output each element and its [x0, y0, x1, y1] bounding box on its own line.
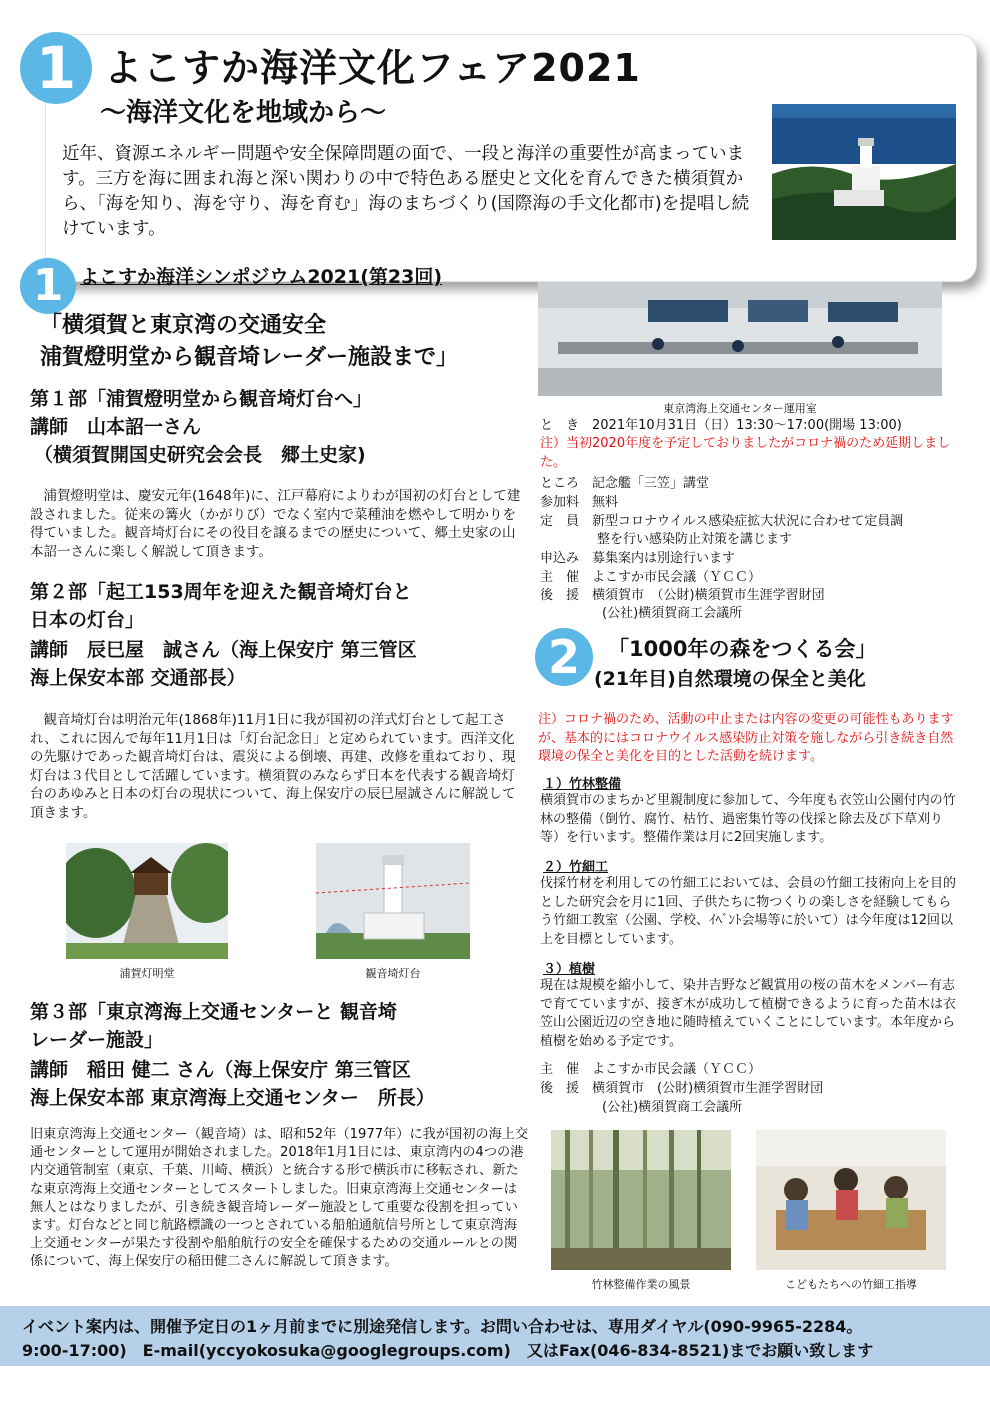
- lighthouse-aerial-photo: [772, 104, 956, 240]
- footer-line: イベント案内は、開催予定日の1ヶ月前までに別途発信します。お問い合わせは、専用ダイヤル(090-9965-2284。: [22, 1317, 863, 1336]
- part2-body: 観音埼灯台は明治元年(1868年)11月1日に我が国初の洋式灯台として起工され、これに因んで毎年11月1日は「灯台記念日」と定められています。西洋文化の先駆けであった観音埼灯台は、震災による倒壊、再建、改修を重ねており、現灯台は３代目として活躍しています。横須賀のみならず日本を代表する観音埼灯台のあゆみと日本の灯台の現状について、海上保安庁の辰巳屋誠さんに解説して頂きます。: [30, 712, 516, 821]
- sec2-note: 注）コロナ禍のため、活動の中止または内容の変更の可能性もありますが、基本的にはコロナウイルス感染防止対策を施しながら引き続き自然環境の保全と美化を目的とした活動を続けます。: [538, 712, 954, 764]
- sec2-organizer: 主 催 よこすか市民会議（ＹＣＣ）: [540, 1062, 762, 1077]
- event-support: (公社)横須賀商工会議所: [602, 606, 743, 621]
- event-support: 後 援 横須賀市 （公財)横須賀市生涯学習財団: [540, 588, 825, 603]
- event-capacity: 定 員 新型コロナウイルス感染症拡大状況に合わせて定員調: [540, 514, 904, 529]
- photo-caption: 浦賀灯明堂: [119, 967, 175, 980]
- traffic-center-photo: [538, 282, 942, 396]
- theme-line: 「横須賀と東京湾の交通安全: [40, 313, 327, 338]
- item-heading: １）竹林整備: [543, 777, 622, 792]
- part3-title: 第３部「東京湾海上交通センターと 観音埼: [30, 1001, 397, 1023]
- part1-title: 第１部「浦賀燈明堂から観音埼灯台へ」: [30, 388, 373, 410]
- page-subtitle: ～海洋文化を地域から～: [100, 98, 387, 128]
- part3-affiliation: 海上保安本部 東京湾海上交通センター 所長）: [30, 1087, 435, 1109]
- uraga-lighthouse-photo: [66, 843, 228, 959]
- item-heading: ３）植樹: [543, 962, 596, 977]
- part2-title: 第２部「起工153周年を迎えた観音埼灯台と: [30, 581, 412, 603]
- photo-caption: 竹林整備作業の風景: [591, 1278, 691, 1291]
- item-body: 伐採竹材を利用しての竹細工においては、会員の竹細工技術向上を目的とした研究会を月に1回、子供たちに物つくりの楽しさを経験してもらう竹細工教室（公園、学校、ｲﾍﾞﾝﾄ会場等に於いて）は今年度は12回以上を目標としています。: [540, 876, 957, 947]
- part2-lecturer: 講師 辰巳屋 誠さん（海上保安庁 第三管区: [30, 639, 417, 661]
- photo-caption: 東京湾海上交通センター運用室: [663, 402, 817, 415]
- photo-caption: こどもたちへの竹細工指導: [785, 1278, 917, 1291]
- section-number-badge: 1: [20, 32, 92, 104]
- event-organizer: 主 催 よこすか市民会議（ＹＣＣ）: [540, 570, 762, 585]
- event-place: ところ 記念艦「三笠」講堂: [540, 476, 710, 491]
- item-heading: ２）竹細工: [543, 860, 609, 875]
- item-body: 現在は規模を縮小して、染井吉野など観賞用の桜の苗木をメンバー有志で育てていますが、接ぎ木が成功して植樹できるように育った苗木は衣笠山公園近辺の空き地に随時植えていくことにしています。本年度から植樹を始める予定です。: [540, 978, 957, 1049]
- part3-body: 旧東京湾海上交通センター（観音埼）は、昭和52年（1977年）に我が国初の海上交通センターとして運用が開始されました。2018年1月1日には、東京湾内の4つの港内交通管制室（東京、千葉、川崎、横浜）と統合する形で横浜市に移転され、新たな東京湾海上交通センターとしてスタートしました。旧東京湾海上交通センターは無人とはなりましたが、引き続き観音埼レーダー施設として重要な役割を担っています。灯台などと同じ航路標識の一つとされている船舶通航信号所として東京湾海上交通センターが果たす役割や船舶航行の安全を確保するための交通ルールとの関係について、海上保安庁の稲田健二さんに解説して頂きます。: [30, 1127, 529, 1270]
- photo-caption: 観音埼灯台: [365, 967, 421, 980]
- footer-line: 9:00-17:00) E-mail(yccyokosuka@googlegroups.com) 又はFax(046-834-8521)までお願い致します: [22, 1341, 874, 1360]
- sec2-support: 後 援 横須賀市 (公財)横須賀市生涯学習財団: [540, 1081, 824, 1096]
- section-subheading: (21年目)自然環境の保全と美化: [594, 668, 866, 690]
- part1-body: 浦賀燈明堂は、慶安元年(1648年)に、江戸幕府によりわが国初の灯台として建設されました。従来の篝火（かがりび）でなく室内で菜種油を燃やして明かりを得ていました。観音埼灯台にその役目を譲るまでの歴史について、郷土史家の山本詔一さんに楽しく解説して頂きます。: [30, 488, 521, 560]
- event-capacity: 整を行い感染防止対策を講じます: [597, 532, 793, 547]
- part2-title: 日本の灯台」: [30, 609, 145, 631]
- item-body: 横須賀市のまちかど里親制度に参加して、今年度も衣笠山公園付内の竹林の整備（倒竹、腐竹、枯竹、過密集竹等の伐採と除去及び下草刈り等）を行います。整備作業は月に2回実施します。: [540, 793, 956, 845]
- part3-lecturer: 講師 稲田 健二 さん（海上保安庁 第三管区: [30, 1059, 411, 1081]
- theme-line: 浦賀燈明堂から観音埼レーダー施設まで」: [40, 345, 459, 370]
- part1-affiliation: （横須賀開国史研究会会長 郷土史家): [34, 444, 366, 466]
- kannonzaki-lighthouse-photo: [316, 843, 470, 959]
- event-note: 注）当初2020年度を予定しておりましたがコロナ禍のため延期しました。: [540, 436, 951, 470]
- part2-affiliation: 海上保安本部 交通部長）: [30, 667, 246, 689]
- sec2-support: (公社)横須賀商工会議所: [602, 1100, 743, 1115]
- intro-paragraph: 近年、資源エネルギー問題や安全保障問題の面で、一段と海洋の重要性が高まっています。三方を海に囲まれ海と深い関わりの中で特色ある歴史と文化を育んできた横須賀から、「海を知り、海を守り、海を育む」海のまちづくり(国際海の手文化都市)を提唱し続けています。: [62, 144, 750, 239]
- section-number-badge: 1: [20, 258, 76, 314]
- event-apply: 申込み 募集案内は別途行います: [540, 551, 736, 566]
- section-heading: 「1000年の森をつくる会」: [608, 637, 877, 661]
- event-fee: 参加料 無料: [540, 495, 619, 510]
- section-number-badge: 2: [535, 628, 593, 686]
- section-heading: よこすか海洋シンポジウム2021(第23回): [80, 266, 443, 288]
- bamboo-forest-photo: [551, 1130, 731, 1270]
- page-title: よこすか海洋文化フェア2021: [104, 46, 641, 90]
- event-date: と き 2021年10月31日（日）13:30～17:00(開場 13:00): [540, 418, 902, 433]
- part1-lecturer: 講師 山本詔一さん: [30, 416, 202, 438]
- bamboo-craft-class-photo: [756, 1130, 946, 1270]
- part3-title: レーダー施設」: [30, 1029, 164, 1051]
